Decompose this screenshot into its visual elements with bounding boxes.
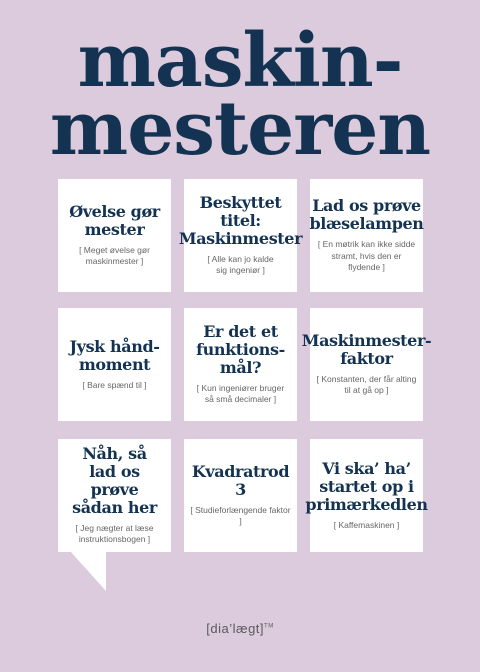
card-heading: Nåh, så lad os prøve sådan her	[72, 444, 157, 517]
card-nah-sa	[58, 439, 171, 552]
card-note: [ En møtrik kan ikke sidde stramt, hvis den er flydende ]	[317, 239, 416, 273]
speech-bubble-tail	[70, 551, 106, 591]
card-blaeselampen	[310, 179, 423, 292]
card-heading: Øvelse gør mester	[69, 202, 160, 240]
card-maskinmesterfaktor	[301, 308, 432, 421]
card-heading: Beskyttet titel: Maskinmester	[178, 193, 303, 248]
title-line-2: mesteren	[49, 86, 431, 172]
card-ovelse	[58, 179, 171, 292]
card-primaerkedlen	[305, 439, 428, 552]
card-note: [ Jeg nægter at læse instruktionsbogen ]	[75, 522, 154, 545]
title-line-1: maskin-	[77, 18, 403, 104]
card-heading: Kvadratrod 3	[191, 462, 290, 500]
card-note: [ Kaffemaskinen ]	[333, 519, 400, 530]
card-heading: Jysk hånd- moment	[69, 336, 160, 374]
card-note: [ Bare spænd til ]	[82, 379, 147, 390]
card-funktionsmal	[184, 308, 297, 421]
trademark-mark: TM	[264, 623, 274, 630]
card-note: [ Konstanten, der får alting til at gå op ]	[316, 373, 417, 396]
card-note: [ Alle kan jo kalde sig ingeniør ]	[207, 253, 274, 276]
card-heading: Vi ska’ ha’ startet op i primærkedlen	[305, 458, 428, 514]
card-beskyttet-titel	[178, 179, 303, 292]
card-heading: Maskinmester- faktor	[301, 331, 432, 369]
brand-logo-text: [dia’lægt]	[206, 621, 265, 636]
card-kvadratrod	[184, 439, 297, 552]
card-note: [ Kun ingeniører bruger så små decimaler ]	[196, 382, 285, 405]
card-heading: Er det et funktions- mål?	[196, 322, 285, 377]
card-jysk-handmoment	[58, 308, 171, 421]
card-heading: Lad os prøve blæselampen	[309, 196, 424, 234]
brand-logo	[0, 621, 480, 636]
card-note: [ Studieforlængende faktor ]	[190, 504, 291, 527]
card-note: [ Meget øvelse gør maskinmester ]	[79, 244, 150, 267]
